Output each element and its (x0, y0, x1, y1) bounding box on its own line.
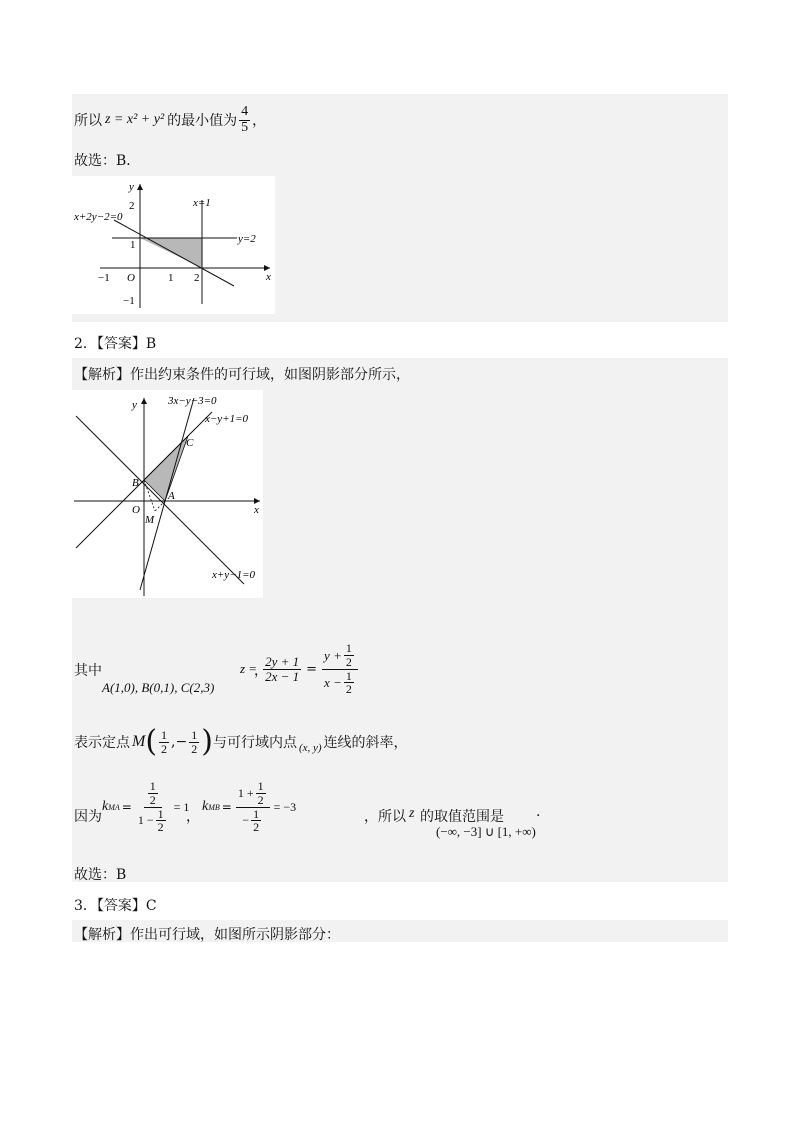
num-y-plus: y + (324, 647, 342, 663)
slope-meaning-sentence (74, 722, 408, 762)
text-mid: 的最小值为 (167, 113, 238, 129)
kMA-num-n: 1 (149, 779, 156, 794)
kMB-den (240, 808, 265, 834)
tick-x-2: 2 (194, 272, 200, 284)
k-MB: k (202, 799, 209, 814)
label-x1: x=1 (193, 197, 211, 209)
point-C: C (186, 437, 194, 449)
answer-choice-1: 故选：B． (74, 153, 141, 169)
kMA-expression (102, 774, 189, 840)
half-d: 2 (345, 654, 352, 669)
kMA-den-n: 1 (157, 806, 164, 821)
k-MA: k (102, 799, 109, 814)
kMB-den-d: 2 (253, 820, 260, 835)
min-value-fraction (239, 105, 250, 135)
analysis-2: 【解析】作出约束条件的可行域，如图阴影部分所示， (74, 367, 410, 383)
m-y-d: 2 (191, 741, 198, 756)
kMB-num (236, 780, 270, 807)
z-fraction-2-den (322, 670, 358, 696)
kMB-fraction (236, 780, 270, 833)
tick-x-neg1: −1 (98, 272, 110, 284)
kMA-num-frac (148, 780, 158, 806)
points-list: A(1,0), B(0,1), C(2,3) (102, 680, 215, 695)
label-line-xpy: x+y−1=0 (212, 569, 256, 581)
point-xy: (x, y) (298, 742, 322, 754)
kMA-den-d: 2 (157, 820, 164, 835)
m-y-fraction (189, 729, 199, 755)
den-x-minus: x − (324, 674, 342, 690)
z-var: z (409, 806, 415, 821)
period-5: . (536, 804, 541, 820)
z-fraction-1-den: 2x − 1 (265, 668, 300, 684)
question-3-answer: 3．【答案】C (74, 898, 157, 914)
eq-1: = (121, 800, 132, 814)
coord-comma: , (171, 734, 176, 750)
text-mid-5: ，所以 (364, 809, 406, 825)
figure-2 (72, 390, 263, 598)
axis-label-x: x (266, 271, 271, 283)
text-suffix: ， (252, 113, 267, 129)
text-suffix-4: 连线的斜率， (323, 735, 408, 751)
analysis-3: 【解析】作出可行域，如图所示阴影部分： (74, 927, 340, 943)
text-yinwei: 因为 (74, 809, 102, 825)
objective-formula: z = x² + y² (105, 112, 165, 127)
tick-y-neg1: −1 (123, 295, 135, 307)
equals-sign: = (306, 661, 318, 677)
half-n: 1 (345, 641, 352, 656)
kMB-num-d: 2 (257, 792, 264, 807)
kMB-den-n: 1 (253, 806, 260, 821)
range-expression: (−∞, −3] ∪ [1, +∞) (436, 824, 536, 839)
answer-choice-2: 故选：B (74, 867, 127, 883)
paren-open: ( (145, 724, 158, 759)
z-expression (240, 636, 360, 702)
den-half (344, 670, 354, 696)
comma-5: ， (186, 809, 200, 825)
kMB-den-sign: − (242, 813, 250, 828)
point-M: M (145, 514, 155, 526)
text-qizhong: 其中 (74, 663, 102, 679)
kMB-den-frac (251, 808, 261, 834)
kMA-fraction (136, 780, 170, 833)
kMB-num-a: 1 + (237, 786, 254, 801)
figure-1-graph (72, 176, 275, 314)
y-axis-arrow-2 (141, 398, 147, 404)
origin-label: O (127, 272, 135, 284)
text-prefix-4: 表示定点 (74, 735, 130, 751)
m-x-n: 1 (161, 727, 168, 742)
label-y2: y=2 (238, 233, 256, 245)
kMA-num (144, 780, 162, 807)
text-comma: ， (254, 663, 268, 679)
kMA-den (136, 808, 170, 834)
slope-values-sentence (74, 774, 728, 844)
label-line-x2y2: x+2y−2=0 (74, 211, 123, 223)
line-3x-y-3 (140, 398, 194, 590)
k-MA-sub: MA (108, 802, 120, 812)
half-d-2: 2 (345, 682, 352, 697)
tick-y-2: 2 (129, 200, 135, 212)
fraction-denominator: 5 (241, 119, 249, 135)
kMA-den-a: 1 − (137, 813, 154, 828)
axis-label-y-2: y (132, 399, 137, 411)
kMB-expression (202, 774, 296, 840)
text-mid2-5: 的取值范围是 (420, 809, 504, 825)
num-half (344, 642, 354, 668)
paren-close: ) (201, 724, 213, 759)
label-line-xy1: x−y+1=0 (205, 413, 249, 425)
axis-label-x-2: x (254, 504, 259, 516)
half-n-2: 1 (345, 668, 352, 683)
kMB-num-frac (256, 780, 266, 806)
point-A: A (168, 490, 175, 502)
origin-label-2: O (132, 504, 140, 516)
eq-2: = (221, 800, 232, 814)
m-y-sign: − (175, 734, 188, 750)
k-MB-sub: MB (208, 802, 220, 812)
axis-label-y: y (129, 181, 134, 193)
fraction-numerator: 4 (241, 103, 249, 119)
tick-y-1: 1 (130, 239, 136, 251)
z-fraction-1-num: 2y + 1 (265, 653, 300, 669)
kMB-num-n: 1 (257, 779, 264, 794)
figure-2-graph (72, 390, 263, 598)
z-fraction-1 (263, 655, 301, 683)
label-line-3x: 3x−y−3=0 (168, 395, 217, 407)
min-value-sentence (74, 100, 266, 140)
z-fraction-2-num (322, 642, 358, 669)
text-prefix: 所以 (74, 113, 102, 129)
kMA-den-frac (156, 808, 166, 834)
question-2-answer: 2．【答案】B (74, 336, 157, 352)
z-fraction-2 (322, 642, 358, 695)
m-y-n: 1 (191, 727, 198, 742)
point-B: B (132, 477, 139, 489)
text-mid-4: 与可行域内点 (212, 735, 297, 751)
point-M-label: M (132, 733, 146, 750)
kMA-result: = 1 (173, 799, 190, 814)
m-x-fraction (159, 729, 169, 755)
line-x+y-1 (76, 416, 244, 584)
z-equals: z = (240, 661, 258, 676)
figure-1 (72, 176, 275, 314)
kMB-result: = −3 (273, 799, 297, 814)
m-x-d: 2 (161, 741, 168, 756)
kMA-num-d: 2 (149, 792, 156, 807)
tick-x-1: 1 (168, 272, 174, 284)
y-axis-arrow-1 (137, 184, 143, 190)
